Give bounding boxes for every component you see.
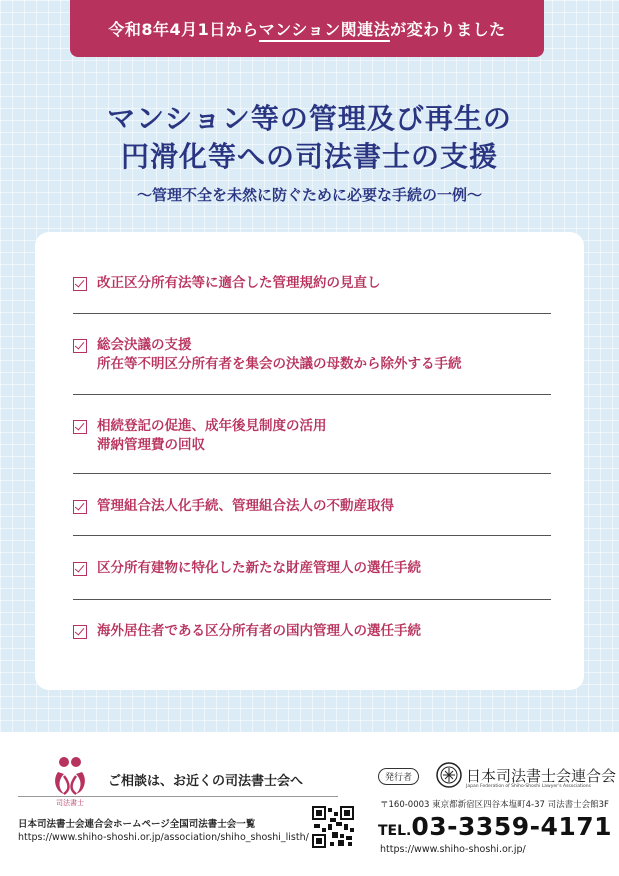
list-item: [73, 622, 551, 641]
list-item: [73, 274, 551, 293]
checkbox-check-icon: [73, 339, 87, 353]
banner-prefix: 令和8年4月1日から: [108, 20, 259, 39]
item-line: 所在等不明区分所有者を集会の決議の母数から除外する手続: [97, 356, 462, 372]
consult-text: ご相談は、お近くの司法書士会へ: [108, 774, 304, 789]
homepage-link[interactable]: https://www.shiho-shoshi.or.jp/association/shiho_shoshi_listh/: [18, 832, 309, 843]
qr-code-icon[interactable]: [312, 806, 354, 848]
divider: [73, 535, 551, 536]
publisher-badge: 発行者: [378, 768, 419, 785]
org-name: 日本司法書士会連合会: [466, 767, 617, 785]
banner-text: [108, 17, 505, 40]
org-name-english: Japan Federation of Shiho-Shoshi Lawyer's Associations: [466, 784, 591, 789]
item-line: 海外居住者である区分所有者の国内管理人の選任手続: [97, 623, 421, 639]
item-line: 総会決議の支援: [97, 337, 192, 353]
footer: [0, 732, 619, 876]
federation-emblem-icon: [436, 762, 462, 788]
logo-caption: 司法書士: [56, 799, 84, 807]
shiho-shoshi-logo-icon: [48, 754, 92, 810]
site-link[interactable]: https://www.shiho-shoshi.or.jp/: [380, 844, 526, 855]
list-item: [73, 559, 551, 578]
list-item: [73, 497, 551, 516]
org-address: 〒160-0003 東京都新宿区四谷本塩町4-37 司法書士会館3F: [380, 800, 609, 810]
banner-suffix: が変わりました: [390, 20, 506, 39]
item-line: 改正区分所有法等に適合した管理規約の見直し: [97, 275, 381, 291]
item-line: 滞納管理費の回収: [97, 437, 205, 453]
checkbox-check-icon: [73, 420, 87, 434]
page-subtitle: 〜管理不全を未然に防ぐために必要な手続の一例〜: [136, 186, 482, 204]
top-banner: [70, 0, 544, 57]
phone-number[interactable]: [378, 812, 612, 841]
tel-number: 03-3359-4171: [411, 812, 613, 841]
list-item: [73, 336, 551, 374]
checkbox-check-icon: [73, 500, 87, 514]
divider: [73, 599, 551, 600]
divider: [18, 796, 338, 797]
divider: [73, 473, 551, 474]
divider: [73, 394, 551, 395]
checkbox-check-icon: [73, 277, 87, 291]
title-line-1: マンション等の管理及び再生の: [107, 102, 512, 135]
list-item: [73, 417, 551, 455]
homepage-label: 日本司法書士会連合会ホームページ全国司法書士会一覧: [18, 819, 256, 830]
item-line: 管理組合法人化手続、管理組合法人の不動産取得: [97, 498, 394, 514]
tel-prefix: TEL.: [378, 823, 412, 839]
support-list-card: [35, 232, 584, 690]
banner-emphasis: マンション関連法: [259, 20, 390, 42]
checkbox-check-icon: [73, 562, 87, 576]
divider: [73, 313, 551, 314]
title-line-2: 円滑化等への司法書士の支援: [120, 140, 498, 173]
checkbox-check-icon: [73, 625, 87, 639]
item-line: 相続登記の促進、成年後見制度の活用: [97, 418, 327, 434]
item-line: 区分所有建物に特化した新たな財産管理人の選任手続: [97, 560, 421, 576]
page-title: [0, 100, 619, 176]
